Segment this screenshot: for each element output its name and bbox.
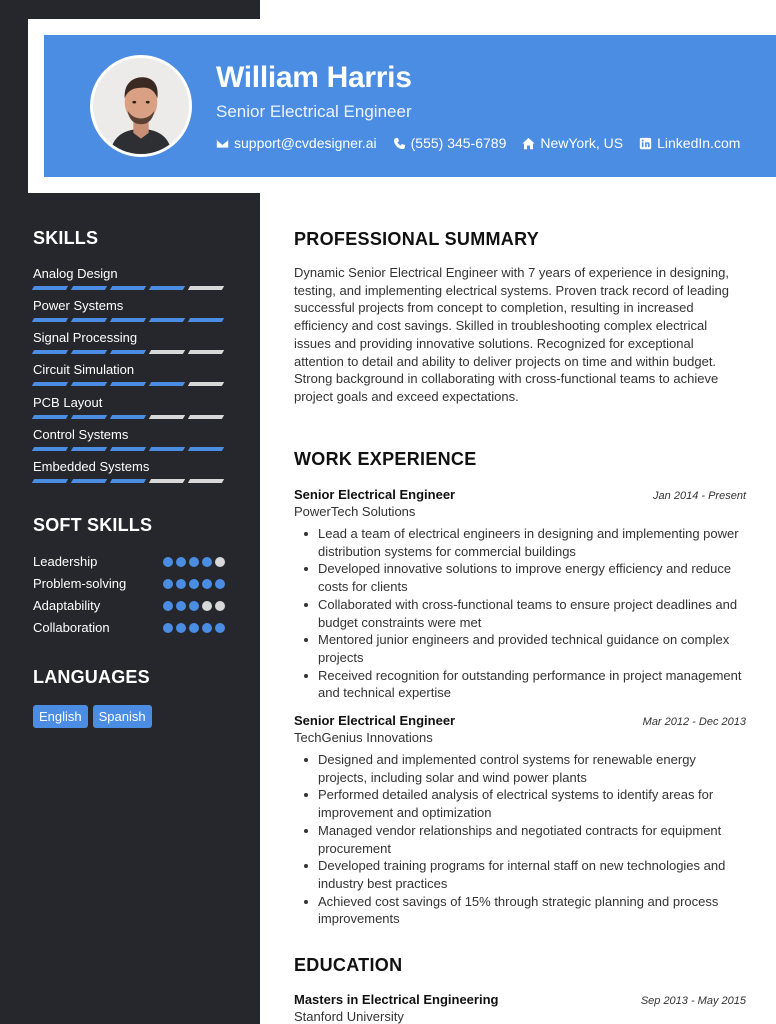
skill-name: Circuit Simulation (33, 362, 135, 377)
skill-level-segment (71, 350, 107, 354)
job-date: Jan 2014 - Present (653, 490, 746, 502)
skill-level-segment (110, 318, 146, 322)
header-banner (44, 35, 776, 177)
skill-level-segment (188, 286, 224, 290)
skill-level-segment (149, 479, 185, 483)
envelope-icon (216, 137, 229, 150)
job-bullet: Lead a team of electrical engineers in designing and implementing power distribution systems for commercial buildings (318, 525, 746, 560)
skill-level-segment (71, 415, 107, 419)
rating-dot (202, 601, 212, 611)
contact-phone-text: (555) 345-6789 (410, 135, 507, 151)
phone-icon (393, 137, 406, 150)
soft-skill-name: Adaptability (33, 598, 101, 613)
skill-name: Analog Design (33, 266, 118, 281)
skill-level-segment (188, 415, 224, 419)
contact-location-text: NewYork, US (540, 135, 624, 151)
skill-level-segment (188, 318, 224, 322)
profile-photo (93, 58, 189, 154)
skill-level-segment (110, 350, 146, 354)
languages-heading: LANGUAGES (33, 667, 150, 687)
skill-level-segment (149, 350, 185, 354)
rating-dot (189, 557, 199, 567)
soft-skill-item (33, 620, 225, 635)
skill-name: Signal Processing (33, 330, 138, 345)
rating-dot (163, 557, 173, 567)
skill-level-segment (149, 286, 185, 290)
job-entry (294, 487, 746, 702)
skill-level-segment (32, 286, 68, 290)
contact-email-text: support@cvdesigner.ai (234, 135, 377, 151)
skill-level-segment (71, 286, 107, 290)
skill-item (33, 330, 225, 354)
skill-level-segment (71, 447, 107, 451)
education-heading: EDUCATION (294, 955, 403, 975)
skill-level-segment (32, 479, 68, 483)
skill-level-segment (188, 447, 224, 451)
contact-phone[interactable] (393, 135, 507, 151)
skill-level-segment (32, 447, 68, 451)
skill-level-segment (188, 382, 224, 386)
skill-level-bar (33, 447, 225, 451)
candidate-title: Senior Electrical Engineer (216, 102, 412, 121)
job-bullet: Collaborated with cross-functional teams to ensure project deadlines and budget constraints were met (318, 596, 746, 631)
contact-email[interactable] (216, 135, 377, 151)
home-icon (522, 137, 535, 150)
skill-name: PCB Layout (33, 395, 103, 410)
skill-level-segment (71, 318, 107, 322)
experience-heading: WORK EXPERIENCE (294, 449, 477, 469)
rating-dot (202, 579, 212, 589)
rating-dot (176, 601, 186, 611)
skill-level-segment (188, 479, 224, 483)
job-bullet: Managed vendor relationships and negotiated contracts for equipment procurement (318, 822, 746, 857)
skill-level-segment (71, 479, 107, 483)
job-bullets (294, 751, 746, 928)
soft-skill-item (33, 598, 225, 613)
skill-level-bar (33, 350, 225, 354)
soft-skill-rating (163, 557, 225, 567)
skill-item (33, 298, 225, 322)
skill-level-bar (33, 415, 225, 419)
summary-text: Dynamic Senior Electrical Engineer with 7 years of experience in designing, testing, and implementing electrical systems. Proven track record of leading successful projects from concept to completion, resulting in increased efficiency and cost savings. Skilled in troubleshooting complex electrical issues and providing innovative solutions. Recognized for exceptional attention to detail and ability to deliver projects on time and within budget. Strong background in collaborating with cross-functional teams to achieve project goals and exceed expectations. (294, 265, 729, 404)
skill-level-bar (33, 318, 225, 322)
job-title: Senior Electrical Engineer (294, 713, 456, 728)
rating-dot (163, 579, 173, 589)
job-bullet: Developed training programs for internal staff on new technologies and industry best practices (318, 857, 746, 892)
rating-dot (215, 579, 225, 589)
education-date: Sep 2013 - May 2015 (640, 995, 746, 1007)
rating-dot (215, 623, 225, 633)
rating-dot (189, 601, 199, 611)
skill-level-segment (110, 286, 146, 290)
skill-level-segment (149, 415, 185, 419)
job-entry (294, 713, 746, 928)
job-bullet: Received recognition for outstanding performance in project management and technical expertise (318, 667, 746, 702)
job-bullet: Achieved cost savings of 15% through strategic planning and process improvements (318, 893, 746, 928)
rating-dot (215, 557, 225, 567)
soft-skill-rating (163, 623, 225, 633)
skill-level-segment (32, 350, 68, 354)
skill-level-segment (110, 447, 146, 451)
rating-dot (202, 623, 212, 633)
job-bullet: Developed innovative solutions to improve energy efficiency and reduce costs for clients (318, 560, 746, 595)
skill-item (33, 459, 225, 483)
rating-dot (176, 579, 186, 589)
contact-linkedin-text: LinkedIn.com (657, 135, 741, 151)
skill-item (33, 266, 225, 290)
language-badge: Spanish (93, 705, 152, 728)
linkedin-icon (639, 137, 652, 150)
contact-list (216, 135, 740, 151)
rating-dot (163, 623, 173, 633)
skill-item (33, 395, 225, 419)
rating-dot (176, 557, 186, 567)
skill-level-bar (33, 479, 225, 483)
skill-level-segment (32, 382, 68, 386)
job-bullet: Designed and implemented control systems for renewable energy projects, including solar and wind power plants (318, 751, 746, 786)
education-degree: Masters in Electrical Engineering (294, 992, 499, 1007)
skill-name: Embedded Systems (33, 459, 150, 474)
soft-skill-item (33, 554, 225, 569)
skill-level-segment (188, 350, 224, 354)
skill-item (33, 362, 225, 386)
languages-list (33, 705, 152, 728)
soft-skills-heading: SOFT SKILLS (33, 515, 153, 535)
job-title: Senior Electrical Engineer (294, 487, 456, 502)
soft-skill-name: Collaboration (33, 620, 110, 635)
contact-linkedin[interactable] (639, 135, 740, 151)
soft-skill-name: Problem-solving (33, 576, 127, 591)
skill-level-bar (33, 382, 225, 386)
skill-level-bar (33, 286, 225, 290)
rating-dot (189, 579, 199, 589)
job-company: PowerTech Solutions (294, 504, 416, 519)
candidate-name: William Harris (216, 61, 412, 94)
soft-skill-rating (163, 601, 225, 611)
skill-level-segment (149, 382, 185, 386)
soft-skill-name: Leadership (33, 554, 98, 569)
skill-name: Power Systems (33, 298, 124, 313)
skill-level-segment (71, 382, 107, 386)
skills-heading: SKILLS (33, 228, 99, 248)
skill-level-segment (149, 447, 185, 451)
soft-skill-rating (163, 579, 225, 589)
rating-dot (202, 557, 212, 567)
job-bullet: Mentored junior engineers and provided technical guidance on complex projects (318, 631, 746, 666)
job-bullets (294, 525, 746, 702)
job-company: TechGenius Innovations (294, 730, 433, 745)
rating-dot (176, 623, 186, 633)
rating-dot (215, 601, 225, 611)
job-bullet: Performed detailed analysis of electrical systems to identify areas for improvement and optimization (318, 786, 746, 821)
avatar (90, 55, 192, 157)
education-school: Stanford University (294, 1009, 404, 1024)
summary-heading: PROFESSIONAL SUMMARY (294, 229, 540, 249)
skill-item (33, 427, 225, 451)
rating-dot (189, 623, 199, 633)
language-badge: English (33, 705, 88, 728)
skill-level-segment (149, 318, 185, 322)
skill-level-segment (32, 318, 68, 322)
skill-name: Control Systems (33, 427, 129, 442)
skill-level-segment (110, 382, 146, 386)
contact-location[interactable] (522, 135, 623, 151)
skill-level-segment (110, 479, 146, 483)
skill-level-segment (110, 415, 146, 419)
soft-skill-item (33, 576, 225, 591)
skill-level-segment (32, 415, 68, 419)
education-entry (294, 992, 746, 1024)
job-date: Mar 2012 - Dec 2013 (642, 716, 746, 728)
rating-dot (163, 601, 173, 611)
